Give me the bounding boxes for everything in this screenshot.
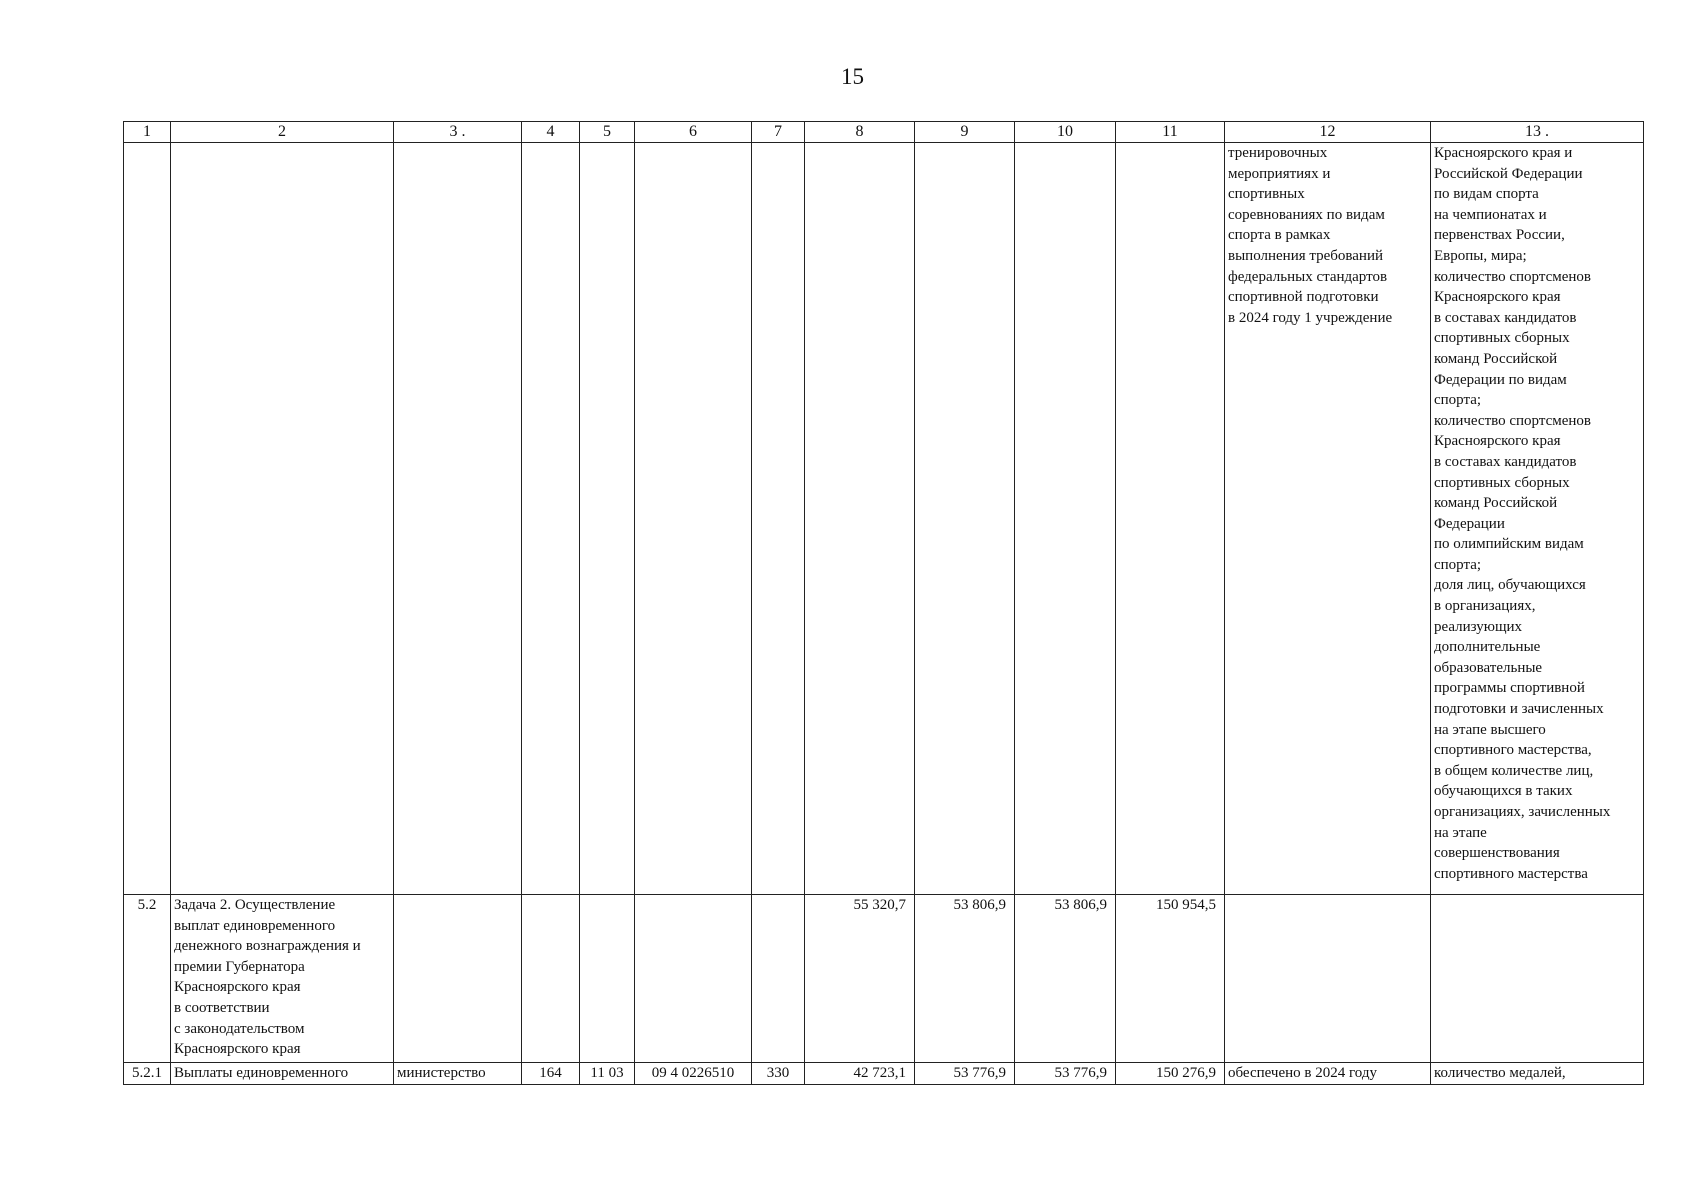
table-cell <box>522 895 580 1063</box>
amount-total: 150 954,5 <box>1116 895 1225 1063</box>
column-header: 9 <box>915 122 1015 143</box>
indicator-cell: Красноярского края и Российской Федерации по видам спорта на чемпионатах и первенствах России, Европы, мира; количество спортсменов Красноярского края в составах кандидатов спортивных сборных команд Российской Федерации по видам спорта; количество спортсменов Красноярского края в составах кандидатов спортивных сборных команд Российской Федерации по олимпийским видам спорта; доля лиц, обучающихся в организациях, реализующих дополнительные образовательные программы спортивной подготовки и зачисленных на этапе высшего спортивного мастерства, в общем количестве лиц, обучающихся в таких организациях, зачисленных на этапе совершенствования спортивного мастерства <box>1431 143 1644 895</box>
grbs-code: 164 <box>522 1063 580 1085</box>
column-header: 7 <box>752 122 805 143</box>
column-header: 6 <box>635 122 752 143</box>
program-table <box>123 121 1644 1085</box>
table-cell <box>580 895 635 1063</box>
column-header: 4 <box>522 122 580 143</box>
amount-2026: 53 776,9 <box>1015 1063 1116 1085</box>
expense-type-code: 330 <box>752 1063 805 1085</box>
table-cell <box>635 895 752 1063</box>
column-header: 5 <box>580 122 635 143</box>
continuation-row <box>124 143 1644 895</box>
item-name: Выплаты единовременного <box>171 1063 394 1085</box>
amount-2025: 53 806,9 <box>915 895 1015 1063</box>
row-number: 5.2.1 <box>124 1063 171 1085</box>
table-cell <box>171 143 394 895</box>
table-cell <box>124 143 171 895</box>
table-cell <box>915 143 1015 895</box>
column-header: 3 . <box>394 122 522 143</box>
task-name: Задача 2. Осуществление выплат единовременного денежного вознаграждения и премии Губернатора Красноярского края в соответствии с законодательством Красноярского края <box>171 895 394 1063</box>
column-header: 10 <box>1015 122 1116 143</box>
page-number: 15 <box>841 64 864 89</box>
task-row-5-2 <box>124 895 1644 1063</box>
column-header: 12 <box>1225 122 1431 143</box>
indicator-cell: количество медалей, <box>1431 1063 1644 1085</box>
table-cell <box>1116 143 1225 895</box>
column-header: 11 <box>1116 122 1225 143</box>
target-article-code: 09 4 0226510 <box>635 1063 752 1085</box>
table-cell <box>1225 895 1431 1063</box>
row-number: 5.2 <box>124 895 171 1063</box>
table-cell <box>394 895 522 1063</box>
column-header: 13 . <box>1431 122 1644 143</box>
amount-2026: 53 806,9 <box>1015 895 1116 1063</box>
table-cell <box>752 895 805 1063</box>
table-cell <box>635 143 752 895</box>
column-header: 1 <box>124 122 171 143</box>
section-code: 11 03 <box>580 1063 635 1085</box>
expected-result-cell: обеспечено в 2024 году <box>1225 1063 1431 1085</box>
table-cell <box>580 143 635 895</box>
amount-total: 150 276,9 <box>1116 1063 1225 1085</box>
expected-result-cell: тренировочных мероприятиях и спортивных соревнованиях по видам спорта в рамках выполнения требований федеральных стандартов спортивной подготовки в 2024 году 1 учреждение <box>1225 143 1431 895</box>
amount-2024: 55 320,7 <box>805 895 915 1063</box>
table-cell <box>1015 143 1116 895</box>
amount-2025: 53 776,9 <box>915 1063 1015 1085</box>
item-row-5-2-1 <box>124 1063 1644 1085</box>
table-cell <box>752 143 805 895</box>
column-header: 2 <box>171 122 394 143</box>
column-header: 8 <box>805 122 915 143</box>
responsible-executor: министерство <box>394 1063 522 1085</box>
column-number-row <box>124 122 1644 143</box>
amount-2024: 42 723,1 <box>805 1063 915 1085</box>
table-cell <box>805 143 915 895</box>
table-cell <box>1431 895 1644 1063</box>
table-cell <box>394 143 522 895</box>
table-cell <box>522 143 580 895</box>
